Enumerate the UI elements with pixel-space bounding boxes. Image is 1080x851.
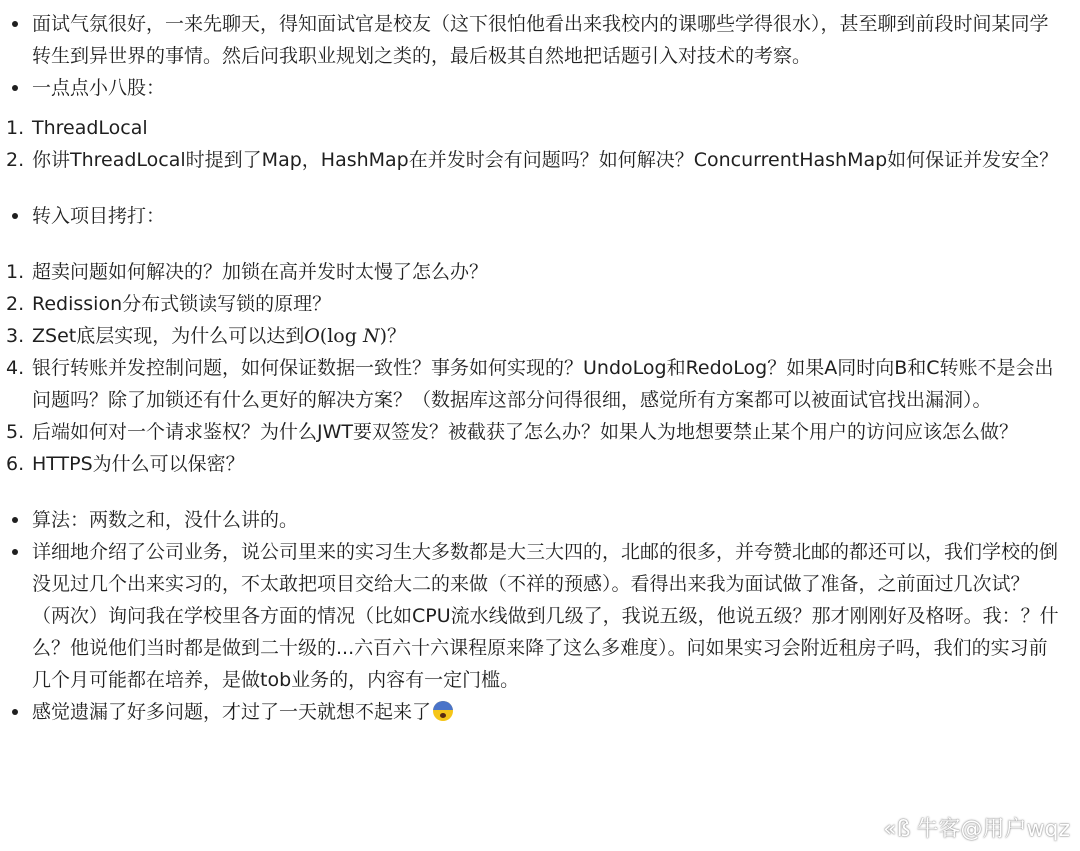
item-text: HTTPS为什么可以保密？ [32, 453, 245, 475]
list-item [0, 112, 1080, 144]
item-text: 超卖问题如何解决的？加锁在高并发时太慢了怎么办？ [32, 261, 489, 283]
item-number: 2. [6, 293, 25, 315]
item-text: 你讲ThreadLocal时提到了Map，HashMap在并发时会有问题吗？如何解决？ConcurrentHashMap如何保证并发安全？ [32, 149, 1059, 171]
list-item: 详细地介绍了公司业务，说公司里来的实习生大多数都是大三大四的，北邮的很多，并夸赞北邮的都还可以，我们学校的倒没见过几个出来实习的，不太敢把项目交给大二的来做（不祥的预感）。看得出来我为面试做了准备，之前面过几次试？（两次）询问我在学校里各方面的情况（比如CPU流水线做到几级了，我说五级，他说五级？那才刚刚好及格呀。我：？什么？他说他们当时都是做到二十级的...六百六十六课程原来降了这么多难度）。问如果实习会附近租房子吗，我们的实习前几个月可能都在培养，是做tob业务的，内容有一定门槛。 [0, 536, 1080, 696]
list-item [0, 416, 1080, 448]
item-text: Redission分布式锁读写锁的原理？ [32, 293, 332, 315]
bagu-list [0, 112, 1080, 176]
fearful-face-icon [433, 701, 453, 721]
list-item [0, 288, 1080, 320]
list-item [0, 448, 1080, 480]
item-text: 银行转账并发控制问题，如何保证数据一致性？事务如何实现的？UndoLog和RedoLog？如果A同时向B和C转账不是会出问题吗？除了加锁还有什么更好的解决方案？（数据库这部分问得很细，感觉所有方案都可以被面试官找出漏洞）。 [32, 357, 1054, 411]
nowcoder-logo-icon: «ß [883, 817, 911, 842]
math-symbol: ( [319, 325, 328, 347]
list-item: 面试气氛很好，一来先聊天，得知面试官是校友（这下很怕他看出来我校内的课哪些学得很水），甚至聊到前段时间某同学转生到异世界的事情。然后问我职业规划之类的，最后极其自然地把话题引入对技术的考察。 [0, 8, 1080, 72]
item-text: 感觉遗漏了好多问题，才过了一天就想不起来了 [32, 701, 432, 723]
item-number: 3. [6, 325, 25, 347]
post-content [0, 8, 1080, 728]
item-text: 后端如何对一个请求鉴权？为什么JWT要双签发？被截获了怎么办？如果人为地想要禁止某个用户的访问应该怎么做？ [32, 421, 1018, 443]
item-number: 1. [6, 117, 25, 139]
math-symbol: O [304, 325, 320, 347]
item-number: 2. [6, 149, 25, 171]
math-symbol: N [362, 325, 380, 347]
item-number: 6. [6, 453, 25, 475]
list-item [0, 352, 1080, 416]
item-number: 4. [6, 357, 25, 379]
list-item: 算法：两数之和，没什么讲的。 [0, 504, 1080, 536]
watermark [883, 812, 1070, 843]
list-item [0, 696, 1080, 728]
closing-list [0, 504, 1080, 728]
list-item: 转入项目拷打： [0, 200, 1080, 232]
project-list [0, 256, 1080, 480]
item-number: 5. [6, 421, 25, 443]
list-item: 一点点小八股： [0, 72, 1080, 104]
math-symbol: ) [379, 325, 387, 347]
list-item [0, 320, 1080, 352]
item-number: 1. [6, 261, 25, 283]
item-text: ThreadLocal [32, 117, 148, 139]
math-symbol: log [327, 325, 357, 347]
item-text: ZSet底层实现，为什么可以达到 [32, 325, 305, 347]
list-item [0, 144, 1080, 176]
project-head-list [0, 200, 1080, 232]
watermark-text: 牛客@用户wqz [916, 817, 1070, 842]
item-text: ？ [387, 325, 407, 347]
math-formula [304, 325, 387, 347]
intro-list [0, 8, 1080, 104]
list-item [0, 256, 1080, 288]
